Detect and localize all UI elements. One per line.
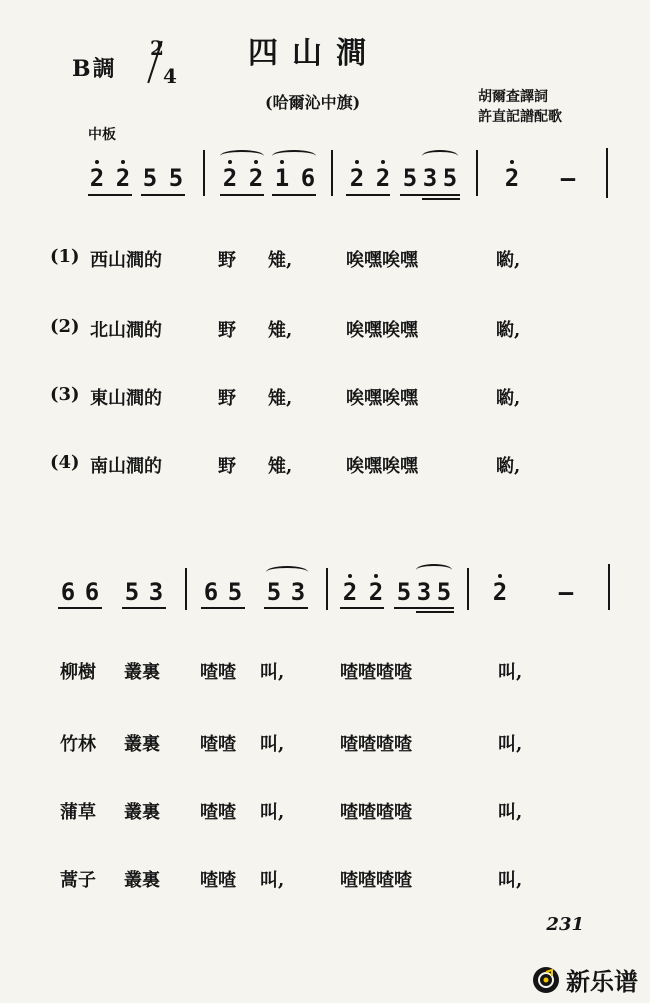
rhythm-underline xyxy=(346,194,390,196)
lyric-text: 南山澗的 xyxy=(90,456,162,477)
rhythm-underline xyxy=(272,194,316,196)
tempo-marking: 中板 xyxy=(88,127,116,143)
note: 2 xyxy=(115,164,131,192)
lyric-text: 喲, xyxy=(496,388,521,409)
bar-line xyxy=(326,568,328,610)
lyric-text: 唉嘿唉嘿 xyxy=(346,456,418,477)
music-credit: 許直記譜配歌 xyxy=(478,109,562,125)
lyric-text: 雉, xyxy=(268,456,293,477)
page-number: 231 xyxy=(546,914,584,935)
lyric-text: 唉嘿唉嘿 xyxy=(346,250,418,271)
octave-dot xyxy=(381,160,385,164)
note: 5 xyxy=(266,578,282,606)
bar-line xyxy=(608,564,610,610)
lyrics-credit: 胡爾查譯詞 xyxy=(478,89,548,105)
rhythm-underline xyxy=(58,607,102,609)
slur xyxy=(422,150,458,162)
note: 6 xyxy=(300,164,316,192)
lyric-text: 唉嘿唉嘿 xyxy=(346,320,418,341)
note: 5 xyxy=(168,164,184,192)
note: 5 xyxy=(142,164,158,192)
lyric-text: 喲, xyxy=(496,250,521,271)
lyric-text: 野 xyxy=(218,456,236,477)
lyric-text: 叫, xyxy=(498,870,523,891)
rhythm-underline xyxy=(264,607,308,609)
rhythm-underline xyxy=(122,607,166,609)
slur xyxy=(272,150,316,162)
bar-line xyxy=(331,150,333,196)
lyric-text: 喳喳 xyxy=(200,734,236,755)
lyric-text: 雉, xyxy=(268,250,293,271)
time-signature-denominator: 4 xyxy=(163,64,177,88)
rhythm-underline xyxy=(394,607,454,609)
lyric-text: 叫, xyxy=(498,662,523,683)
note: 6 xyxy=(84,578,100,606)
lyric-text: 喳喳 xyxy=(200,662,236,683)
note: 2 xyxy=(492,578,508,606)
song-title: 四山澗 xyxy=(248,36,380,71)
note: — xyxy=(558,578,574,606)
note: 5 xyxy=(442,164,458,192)
note: 2 xyxy=(349,164,365,192)
note: — xyxy=(560,164,576,192)
octave-dot xyxy=(95,160,99,164)
note: 6 xyxy=(60,578,76,606)
rhythm-underline xyxy=(340,607,384,609)
lyric-text: 喲, xyxy=(496,456,521,477)
bar-line xyxy=(476,150,478,196)
lyric-text: 野 xyxy=(218,250,236,271)
note: 2 xyxy=(368,578,384,606)
octave-dot xyxy=(121,160,125,164)
verse-number: (3) xyxy=(50,384,80,405)
lyric-text: 喲, xyxy=(496,320,521,341)
lyric-text: 叫, xyxy=(260,662,285,683)
note: 2 xyxy=(222,164,238,192)
lyric-text: 柳樹 xyxy=(60,662,96,683)
lyric-text: 唉嘿唉嘿 xyxy=(346,388,418,409)
lyric-text: 叢裏 xyxy=(124,870,160,891)
octave-dot xyxy=(374,574,378,578)
lyric-text: 蒲草 xyxy=(60,802,96,823)
rhythm-underline xyxy=(400,194,460,196)
note: 2 xyxy=(504,164,520,192)
note: 3 xyxy=(416,578,432,606)
note: 1 xyxy=(274,164,290,192)
lyric-text: 叫, xyxy=(498,734,523,755)
note: 5 xyxy=(124,578,140,606)
verse-number: (2) xyxy=(50,316,80,337)
lyric-text: 北山澗的 xyxy=(90,320,162,341)
note: 3 xyxy=(290,578,306,606)
bar-line xyxy=(606,148,608,198)
lyric-text: 叫, xyxy=(498,802,523,823)
rhythm-underline xyxy=(201,607,245,609)
note: 5 xyxy=(402,164,418,192)
lyric-text: 竹林 xyxy=(60,734,96,755)
lyric-text: 野 xyxy=(218,320,236,341)
lyric-text: 野 xyxy=(218,388,236,409)
note: 3 xyxy=(422,164,438,192)
note: 2 xyxy=(342,578,358,606)
lyric-text: 蒿子 xyxy=(60,870,96,891)
slur xyxy=(220,150,264,162)
note: 5 xyxy=(396,578,412,606)
note: 2 xyxy=(375,164,391,192)
slur xyxy=(266,566,308,578)
logo-text: 新乐谱 xyxy=(566,968,638,996)
bar-line xyxy=(203,150,205,196)
lyric-text: 叫, xyxy=(260,802,285,823)
slur xyxy=(416,564,452,576)
lyric-text: 喳喳喳喳 xyxy=(340,734,412,755)
lyric-text: 叢裏 xyxy=(124,734,160,755)
octave-dot xyxy=(355,160,359,164)
lyric-text: 東山澗的 xyxy=(90,388,162,409)
note: 5 xyxy=(436,578,452,606)
octave-dot xyxy=(348,574,352,578)
rhythm-underline xyxy=(416,611,454,613)
key-signature: B調 xyxy=(72,56,117,82)
lyric-text: 叫, xyxy=(260,870,285,891)
note: 2 xyxy=(89,164,105,192)
bar-line xyxy=(185,568,187,610)
lyric-text: 喳喳喳喳 xyxy=(340,662,412,683)
note: 6 xyxy=(203,578,219,606)
verse-number: (4) xyxy=(50,452,80,473)
rhythm-underline xyxy=(422,198,460,200)
note: 2 xyxy=(248,164,264,192)
rhythm-underline xyxy=(88,194,132,196)
time-signature-numerator: 2 xyxy=(150,36,164,60)
lyric-text: 喳喳喳喳 xyxy=(340,870,412,891)
bar-line xyxy=(467,568,469,610)
lyric-text: 叫, xyxy=(260,734,285,755)
lyric-text: 西山澗的 xyxy=(90,250,162,271)
note: 3 xyxy=(148,578,164,606)
verse-number: (1) xyxy=(50,246,80,267)
lyric-text: 叢裏 xyxy=(124,802,160,823)
lyric-text: 喳喳喳喳 xyxy=(340,802,412,823)
song-subtitle: (哈爾沁中旗) xyxy=(265,93,361,112)
lyric-text: 叢裏 xyxy=(124,662,160,683)
music-note-icon xyxy=(532,966,560,994)
octave-dot xyxy=(510,160,514,164)
note: 5 xyxy=(227,578,243,606)
rhythm-underline xyxy=(141,194,185,196)
lyric-text: 雉, xyxy=(268,320,293,341)
octave-dot xyxy=(498,574,502,578)
rhythm-underline xyxy=(220,194,264,196)
lyric-text: 喳喳 xyxy=(200,870,236,891)
lyric-text: 喳喳 xyxy=(200,802,236,823)
lyric-text: 雉, xyxy=(268,388,293,409)
site-logo xyxy=(532,962,638,997)
